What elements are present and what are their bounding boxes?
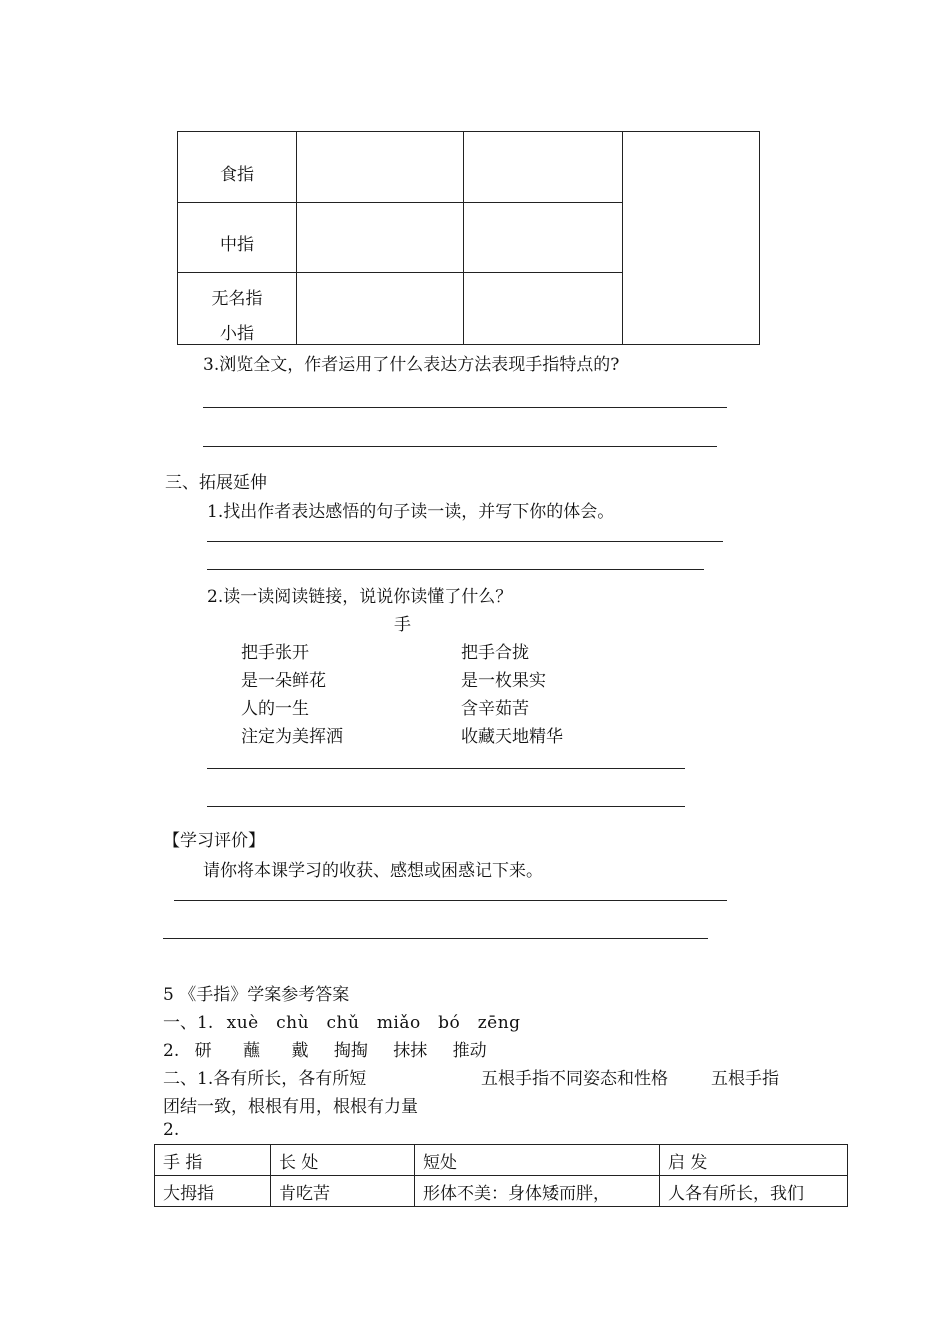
answer-line — [174, 900, 727, 901]
poem-line: 是一枚果实 — [461, 671, 546, 691]
pinyin: zēng — [477, 1013, 521, 1033]
answer-prefix: 2. — [163, 1041, 180, 1061]
pinyin: chǔ — [326, 1013, 360, 1033]
answers-line-5: 2. — [163, 1120, 180, 1140]
table-cell: 人各有所长，我们 — [660, 1176, 848, 1207]
answer-word: 抹抹 — [393, 1041, 428, 1061]
question-1: 1.找出作者表达感悟的句子读一读，并写下你的体会。 — [207, 502, 615, 522]
table-cell: 形体不美：身体矮而胖， — [415, 1176, 660, 1207]
answers-line-4: 团结一致，根根有用，根根有力量 — [163, 1097, 418, 1117]
row-label-middle-finger: 中指 — [220, 235, 254, 255]
table-divider — [178, 272, 622, 273]
answer-word: 戴 — [291, 1041, 309, 1061]
table-header: 长 处 — [271, 1145, 415, 1176]
table-cell: 大拇指 — [155, 1176, 271, 1207]
poem-line: 含辛茹苦 — [461, 699, 529, 719]
poem-line: 把手合拢 — [461, 643, 529, 663]
finger-table — [177, 131, 760, 345]
answers-line-1 — [163, 1008, 521, 1033]
table-divider — [178, 202, 622, 203]
poem-line: 收藏天地精华 — [461, 727, 563, 747]
answer-line — [207, 768, 685, 769]
poem-line: 把手张开 — [241, 643, 309, 663]
poem-line: 注定为美挥洒 — [241, 727, 343, 747]
table-header: 启 发 — [660, 1145, 848, 1176]
table-cell: 肯吃苦 — [271, 1176, 415, 1207]
table-divider — [463, 132, 464, 344]
table-header-row — [155, 1145, 848, 1176]
answers-line-3c: 五根手指 — [711, 1069, 779, 1089]
pinyin: chù — [276, 1013, 310, 1033]
poem-line: 是一朵鲜花 — [241, 671, 326, 691]
answer-word: 蘸 — [243, 1041, 261, 1061]
table-divider — [622, 132, 623, 344]
answer-word: 掏掏 — [333, 1041, 368, 1061]
evaluation-heading: 【学习评价】 — [163, 831, 265, 851]
answer-line — [207, 541, 723, 542]
pinyin: miǎo — [376, 1013, 421, 1033]
row-label-ring-finger: 无名指 — [211, 289, 263, 309]
poem-line: 人的一生 — [241, 699, 309, 719]
row-label-index-finger: 食指 — [220, 165, 254, 185]
row-label-little-finger: 小指 — [220, 324, 254, 344]
pinyin: bó — [438, 1013, 461, 1033]
answer-prefix: 一、1. — [163, 1013, 214, 1033]
answer-line — [163, 938, 708, 939]
question-3: 3.浏览全文，作者运用了什么表达方法表现手指特点的? — [203, 355, 620, 375]
answers-line-2 — [163, 1036, 487, 1061]
answers-line-3a: 二、1.各有所长，各有所短 — [163, 1069, 367, 1089]
table-header: 短处 — [415, 1145, 660, 1176]
answers-title: 5 《手指》学案参考答案 — [163, 985, 350, 1005]
evaluation-prompt: 请你将本课学习的收获、感想或困惑记下来。 — [203, 861, 543, 881]
answer-line — [207, 569, 704, 570]
table-row — [155, 1176, 848, 1207]
section-heading: 三、拓展延伸 — [165, 473, 267, 493]
table-divider — [296, 132, 297, 344]
answer-line — [207, 806, 685, 807]
pinyin: xuè — [226, 1013, 259, 1033]
answer-line — [203, 446, 717, 447]
answer-word: 推动 — [452, 1041, 487, 1061]
question-2: 2.读一读阅读链接，说说你读懂了什么？ — [207, 587, 513, 607]
table-header: 手 指 — [155, 1145, 271, 1176]
poem-title: 手 — [394, 615, 411, 635]
answer-line — [203, 407, 727, 408]
answer-table — [154, 1144, 848, 1207]
answers-line-3b: 五根手指不同姿态和性格 — [481, 1069, 668, 1089]
answer-word: 研 — [194, 1041, 212, 1061]
